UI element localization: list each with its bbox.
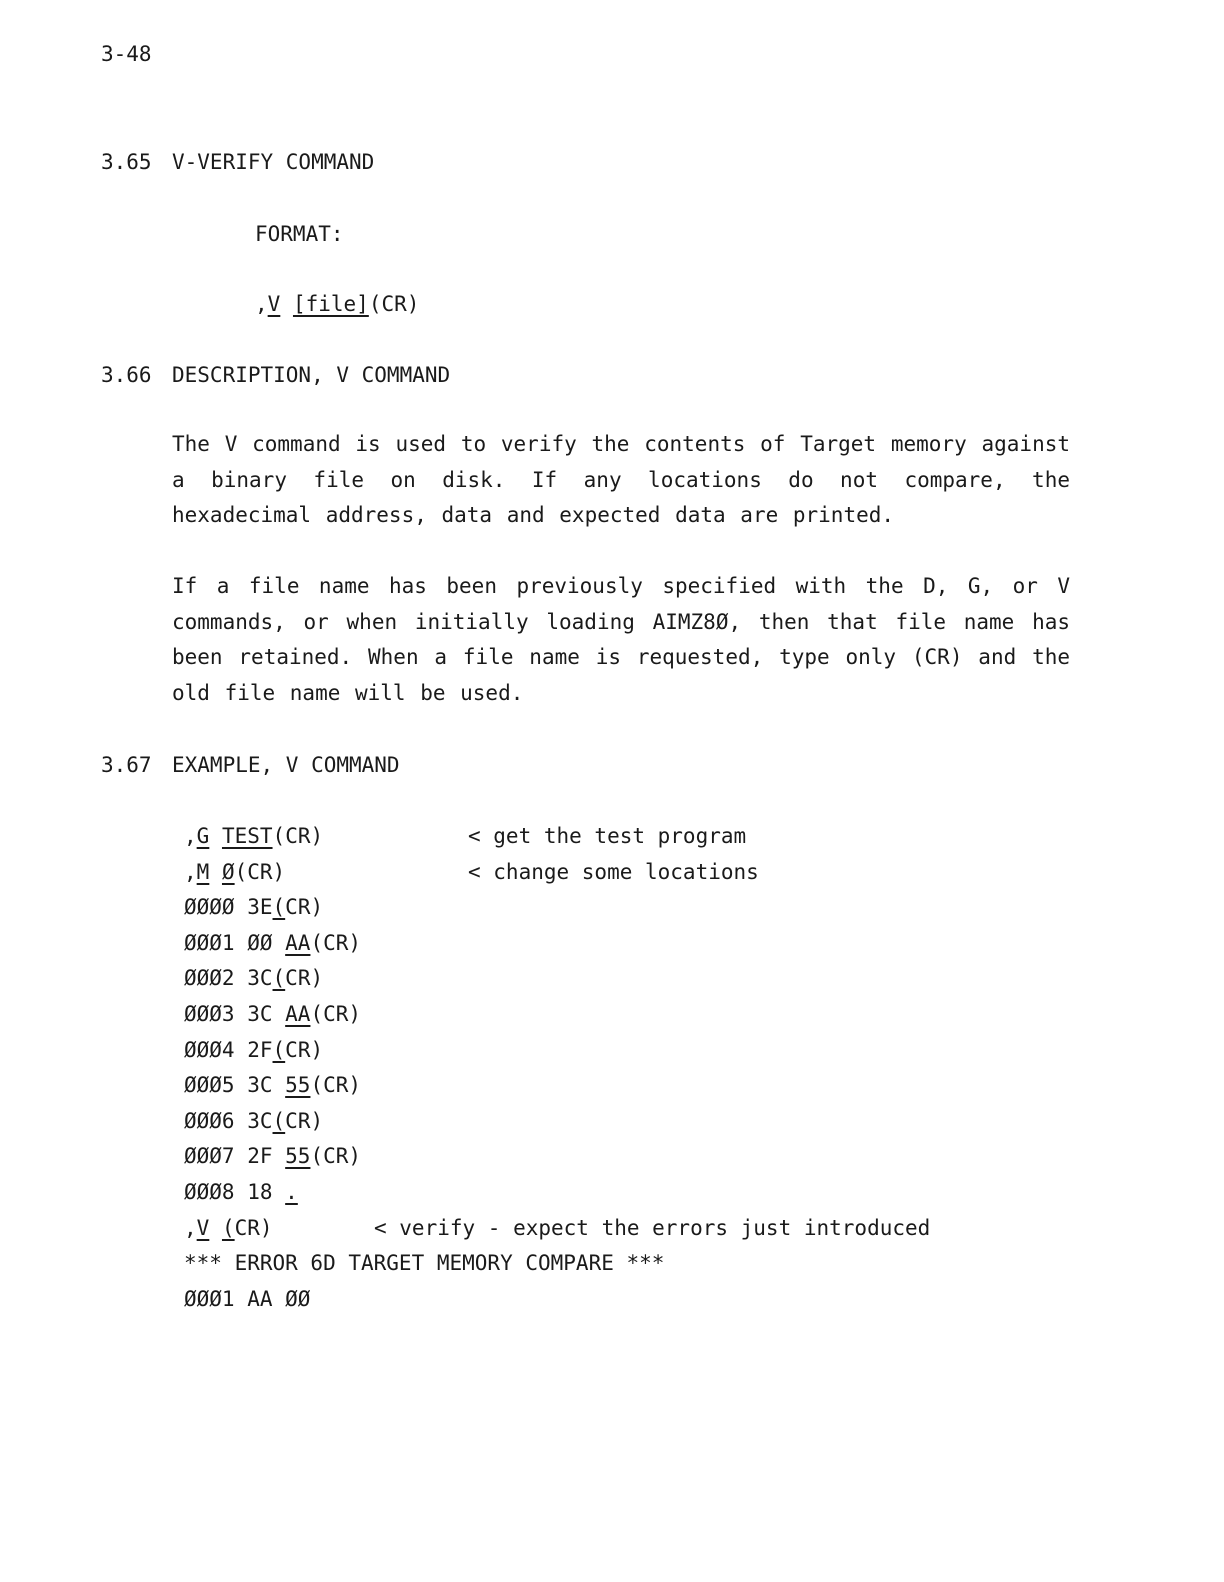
example-post: (CR): [310, 930, 362, 955]
example-u1: AA: [285, 930, 311, 955]
example-pre: ØØØØ 3E: [184, 895, 273, 920]
example-post: (CR): [272, 824, 324, 848]
example-u2: (: [272, 1108, 286, 1133]
example-u1: 55: [285, 1144, 311, 1169]
example-line: [184, 1075, 361, 1096]
example-u1: 55: [285, 1073, 311, 1098]
section-3-67-number: 3.67: [101, 753, 152, 777]
example-line: [184, 1004, 361, 1025]
example-post: CR): [285, 895, 324, 920]
format-syntax: [255, 294, 419, 315]
format-suffix: (CR): [368, 292, 420, 316]
example-u1: .: [285, 1180, 298, 1204]
example-u2: (: [272, 1037, 286, 1062]
format-label: FORMAT:: [255, 222, 344, 246]
example-u2: (: [221, 1215, 235, 1240]
section-3-66-number: 3.66: [101, 363, 152, 387]
example-line: [184, 1037, 324, 1062]
example-u1: AA: [285, 1002, 311, 1026]
section-3-66-title: DESCRIPTION, V COMMAND: [172, 363, 451, 387]
example-post: (CR): [310, 1144, 362, 1169]
example-u2: (: [272, 966, 286, 991]
example-pre: ØØØ1 AA ØØ: [184, 1286, 311, 1311]
example-pre: ØØØ4 2F: [184, 1037, 273, 1062]
example-line: [184, 1215, 273, 1240]
example-pre: ØØØ2 3C: [184, 966, 273, 991]
section-3-65-number: 3.65: [101, 150, 152, 174]
example-post: CR): [285, 1037, 324, 1062]
example-u1: G: [196, 824, 210, 848]
example-pre: ØØØ8 18: [184, 1180, 286, 1204]
section-3-65-title: V-VERIFY COMMAND: [172, 150, 375, 174]
example-pre: *** ERROR 6D TARGET MEMORY COMPARE ***: [184, 1251, 665, 1276]
example-post: (CR): [310, 1073, 362, 1098]
example-line: [184, 826, 323, 847]
description-paragraph-2: If a file name has been previously specified with the D, G, or V commands, or when initially loading AIMZ8Ø, then that file name has been retained. When a file name is requested, type only (CR) and the old file name will be used.: [172, 574, 1070, 705]
section-3-67-title: EXAMPLE, V COMMAND: [172, 753, 400, 777]
example-comment: < verify - expect the errors just introduced: [374, 1215, 931, 1240]
example-comment: < get the test program: [468, 824, 747, 848]
example-pre: ØØØ7 2F: [184, 1144, 286, 1169]
example-mid: [209, 1216, 222, 1240]
example-comment: < change some locations: [468, 859, 759, 884]
example-post: CR): [285, 1108, 324, 1133]
page-number: 3-48: [101, 42, 152, 66]
example-mid: [209, 824, 222, 848]
example-line: [184, 1182, 298, 1203]
example-post: CR): [285, 966, 324, 991]
example-mid: [209, 860, 222, 884]
format-prefix: ,: [255, 292, 268, 316]
example-pre: ØØØ1 ØØ: [184, 930, 286, 955]
example-line: [184, 930, 362, 955]
example-line: [184, 1286, 311, 1311]
example-pre: ØØØ6 3C: [184, 1108, 273, 1133]
example-line: [184, 968, 323, 989]
format-argument: [file]: [292, 292, 369, 316]
example-u2: TEST: [221, 824, 273, 848]
example-pre: ,: [184, 1215, 197, 1240]
description-paragraph-1: The V command is used to verify the contents of Target memory against a binary file on disk. If any locations do not compare, the hexadecimal address, data and expected data are printed.: [172, 432, 1070, 527]
example-post: (CR): [234, 859, 286, 884]
example-line: [184, 1108, 324, 1133]
example-line: [184, 859, 286, 884]
example-u1: M: [196, 859, 210, 884]
example-u2: Ø: [221, 859, 235, 884]
example-line: [184, 897, 323, 918]
example-u1: V: [196, 1215, 210, 1240]
example-pre: ØØØ5 3C: [184, 1073, 286, 1098]
example-pre: ,: [184, 824, 197, 848]
example-post: (CR): [310, 1002, 362, 1026]
example-line: [184, 1146, 361, 1167]
example-u2: (: [272, 895, 286, 920]
example-line: [184, 1253, 664, 1274]
example-pre: ,: [184, 859, 197, 884]
format-command: V: [267, 292, 281, 316]
example-post: CR): [234, 1215, 273, 1240]
example-pre: ØØØ3 3C: [184, 1002, 286, 1026]
